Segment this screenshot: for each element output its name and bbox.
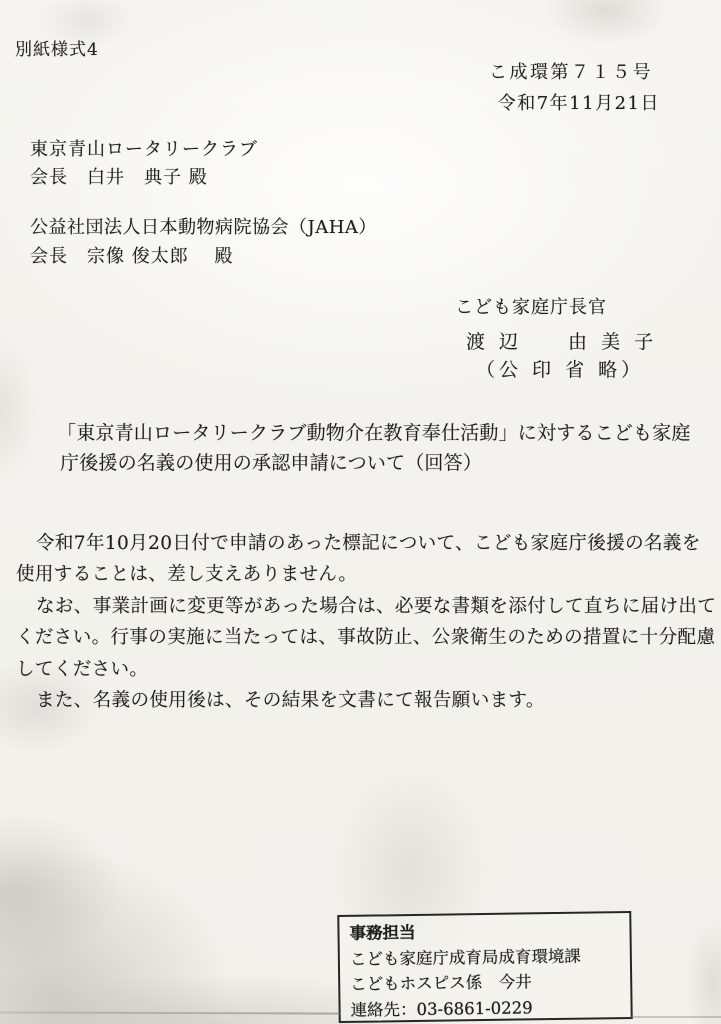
recipient-2-addressee: 会長 宗像 俊太郎 殿	[30, 246, 234, 267]
contact-department: こども家庭庁成育局成育環境課	[349, 946, 581, 969]
recipient-2-org: 公益社団法人日本動物病院協会（JAHA）	[30, 217, 377, 238]
body-line: してください。	[16, 659, 149, 680]
form-label: 別紙様式4	[15, 40, 99, 60]
subject-line-2: 庁後援の名義の使用の承認申請について（回答）	[60, 452, 483, 474]
sender-title: こども家庭庁長官	[455, 297, 607, 318]
body-line: 使用することは、差し支えありません。	[16, 564, 358, 585]
document-number: こ成環第７１５号	[489, 62, 653, 83]
contact-phone: 連絡先：03-6861-0229	[350, 997, 533, 1020]
recipient-1-org: 東京青山ロータリークラブ	[30, 139, 258, 160]
body-line: なお、事業計画に変更等があった場合は、必要な書類を添付して直ちに届け出て	[36, 596, 717, 617]
seal-omitted-note: （公 印 省 略）	[476, 359, 645, 381]
recipient-1-addressee: 会長 白井 典子 殿	[30, 167, 208, 188]
scan-edge-line-right	[630, 1016, 721, 1018]
contact-stamp-box	[337, 911, 632, 1023]
contact-section: こどもホスピス係 今井	[350, 972, 532, 994]
body-line: また、名義の使用後は、その結果を文書にて報告願います。	[36, 690, 545, 711]
subject-line-1: 「東京青山ロータリークラブ動物介在教育奉仕活動」に対するこども家庭	[57, 422, 691, 444]
issue-date: 令和7年11月21日	[497, 93, 660, 114]
contact-role: 事務担当	[349, 922, 416, 943]
body-line: 令和7年10月20日付で申請のあった標記について、こども家庭庁後援の名義を	[36, 533, 701, 554]
scan-edge-line-left	[0, 1011, 341, 1014]
sender-name: 渡 辺 由 美 子	[466, 331, 658, 353]
body-line: ください。行事の実施に当たっては、事故防止、公衆衛生のための措置に十分配慮	[16, 627, 716, 648]
